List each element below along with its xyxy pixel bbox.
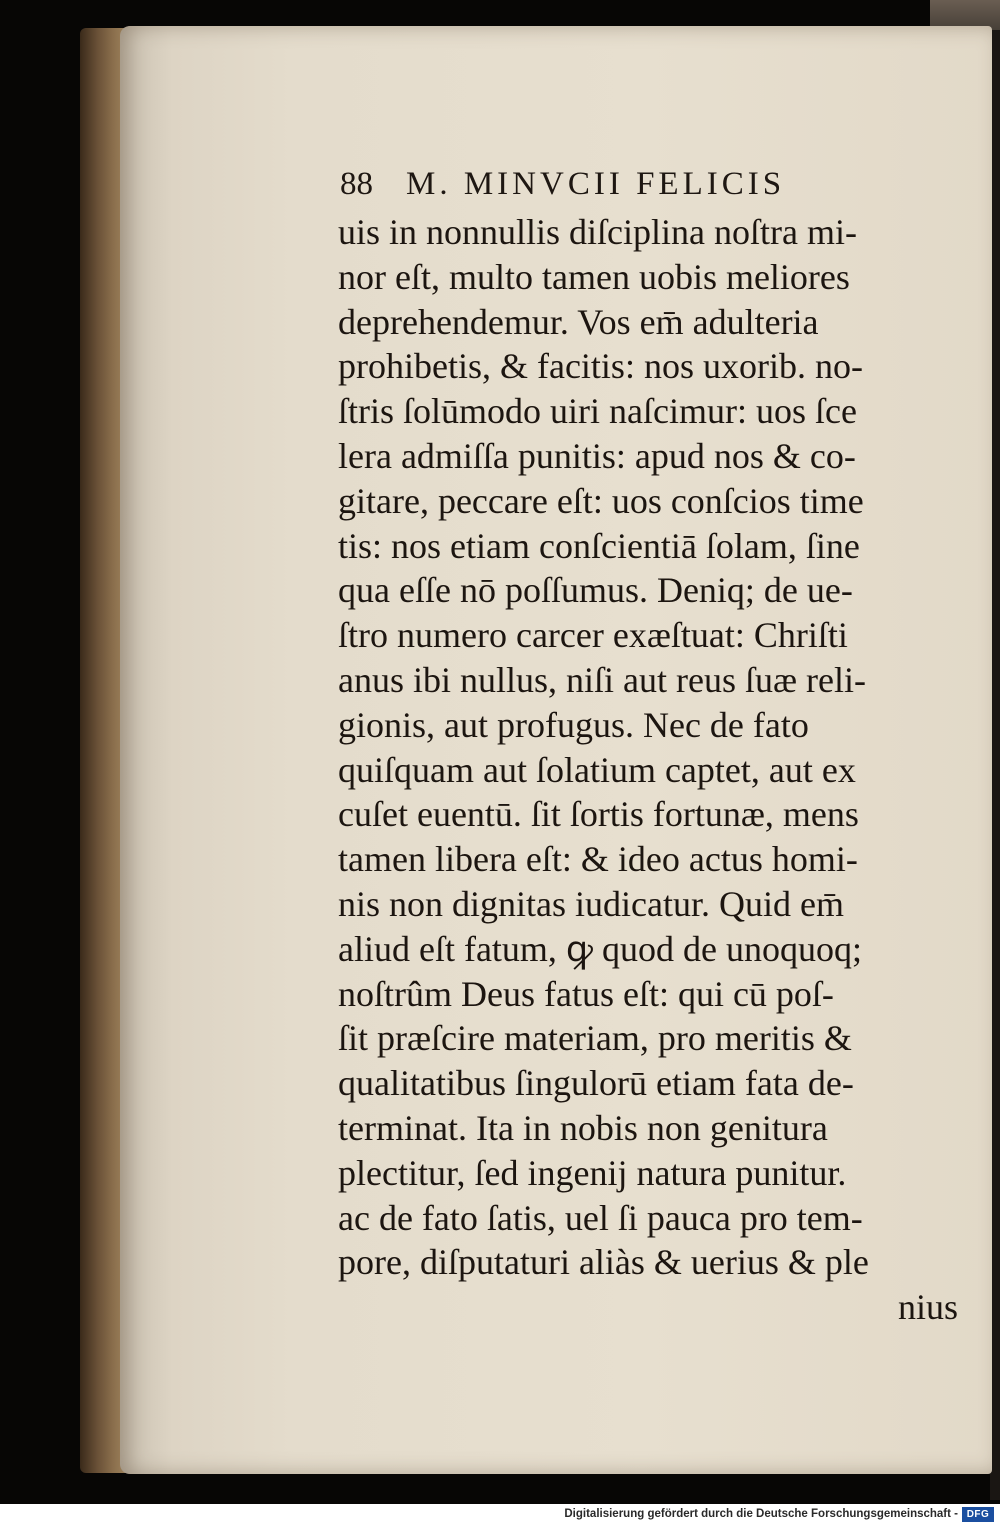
text-line: pore, diſputaturi aliàs & uerius & ple <box>338 1242 869 1283</box>
page-number: 88 <box>340 166 373 202</box>
text-line: aliud eſt fatum, ꝙ quod de unoquoq; <box>338 928 862 969</box>
text-line: uis in nonnullis diſciplina noſtra mi- <box>338 212 857 252</box>
text-line: prohibetis, & facitis: nos uxorib. no- <box>338 346 863 387</box>
text-line: nis non dignitas iudicatur. Quid em̄ <box>338 883 844 924</box>
funding-credit: Digitalisierung gefördert durch die Deutsche Forschungsgemeinschaft - <box>564 1508 958 1520</box>
digitization-footer <box>0 1504 1000 1526</box>
text-line: qua eſſe nō poſſumus. Deniq; de ue- <box>338 570 853 611</box>
text-line: plectitur, ſed ingenij natura punitur. <box>338 1152 847 1193</box>
text-line: ſtro numero carcer exæſtuat: Chriſti <box>338 615 848 656</box>
text-line: gionis, aut profugus. Nec de fato <box>338 704 809 745</box>
running-head-title: M. MINVCII FELICIS <box>406 166 786 202</box>
text-line: qualitatibus ſingulorū etiam fata de- <box>338 1063 854 1104</box>
text-line: ac de fato ſatis, uel ſi pauca pro tem- <box>338 1197 863 1238</box>
text-line: ſit præſcire materiam, pro meritis & <box>338 1018 852 1059</box>
text-line: cuſet euentū. ſit ſortis fortunæ, mens <box>338 794 859 835</box>
text-line: tamen libera eſt: & ideo actus homi- <box>338 839 858 880</box>
text-line: quiſquam aut ſolatium captet, aut ex <box>338 749 856 790</box>
running-header <box>340 166 940 208</box>
text-line: nor eſt, multo tamen uobis meliores <box>338 256 850 297</box>
text-line: anus ibi nullus, niſi aut reus ſuæ reli- <box>338 659 866 700</box>
text-line: ſtris ſolūmodo uiri naſcimur: uos ſce <box>338 391 857 432</box>
page-text <box>338 210 968 1330</box>
text-line: noſtrûm Deus fatus eſt: qui cū poſ- <box>338 973 834 1014</box>
text-line: terminat. Ita in nobis non genitura <box>338 1107 828 1148</box>
text-line: gitare, peccare eſt: uos conſcios time <box>338 480 864 521</box>
catchword: nius <box>897 1287 958 1328</box>
text-line: deprehendemur. Vos em̄ adulteria <box>338 301 819 342</box>
text-line: tis: nos etiam conſcientiā ſolam, ſine <box>338 525 860 566</box>
dfg-logo: DFG <box>962 1507 994 1522</box>
text-line: lera admiſſa punitis: apud nos & co- <box>338 435 856 476</box>
